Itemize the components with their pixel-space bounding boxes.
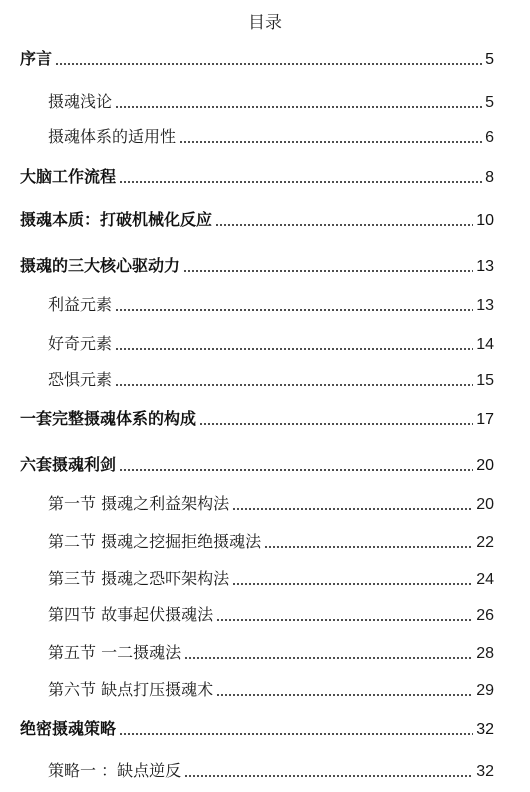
dot-leader xyxy=(216,619,473,621)
dot-leader xyxy=(55,63,482,65)
dot-leader xyxy=(199,423,473,425)
toc-title: 目录 xyxy=(248,13,282,33)
toc-entry-page-number: 6 xyxy=(485,129,494,146)
dot-leader xyxy=(119,181,482,183)
toc-entry-label: 第二节 摄魂之挖掘拒绝摄魂法 xyxy=(48,532,262,551)
dot-leader xyxy=(184,775,473,777)
toc-entry[interactable] xyxy=(48,293,494,317)
toc-entry-page-number: 28 xyxy=(476,645,494,662)
toc-entry-page-number: 20 xyxy=(476,457,494,474)
dot-leader xyxy=(216,694,473,696)
toc-entry-label: 第六节 缺点打压摄魂术 xyxy=(48,680,214,699)
toc-entry-page-number: 26 xyxy=(476,607,494,624)
toc-entry[interactable] xyxy=(20,717,494,741)
toc-entry[interactable] xyxy=(48,759,494,783)
toc-entry-label: 第三节 摄魂之恐吓架构法 xyxy=(48,569,230,588)
dot-leader xyxy=(115,106,482,108)
dot-leader xyxy=(179,141,482,143)
toc-entry-page-number: 29 xyxy=(476,682,494,699)
toc-entry-page-number: 14 xyxy=(476,336,494,353)
toc-entry[interactable] xyxy=(20,453,494,477)
toc-entry-label: 六套摄魂利剑 xyxy=(20,455,117,474)
toc-entry-label: 一套完整摄魂体系的构成 xyxy=(20,409,197,428)
toc-entry[interactable] xyxy=(48,641,494,665)
toc-entry-page-number: 32 xyxy=(476,763,494,780)
toc-entry-page-number: 15 xyxy=(476,372,494,389)
toc-entry-label: 利益元素 xyxy=(48,295,113,314)
toc-entry[interactable] xyxy=(48,90,494,114)
toc-entry[interactable] xyxy=(20,407,494,431)
toc-entry[interactable] xyxy=(20,254,494,278)
dot-leader xyxy=(115,384,473,386)
toc-entry[interactable] xyxy=(48,530,494,554)
dot-leader xyxy=(184,657,473,659)
toc-entry[interactable] xyxy=(48,332,494,356)
toc-entry[interactable] xyxy=(48,125,494,149)
toc-entry[interactable] xyxy=(48,678,494,702)
toc-entry[interactable] xyxy=(48,492,494,516)
toc-entry-label: 好奇元素 xyxy=(48,334,113,353)
toc-entry-page-number: 17 xyxy=(476,411,494,428)
toc-entry-page-number: 5 xyxy=(485,94,494,111)
dot-leader xyxy=(119,733,473,735)
toc-entry-page-number: 13 xyxy=(476,258,494,275)
toc-entry[interactable] xyxy=(48,567,494,591)
toc-entry-page-number: 10 xyxy=(476,212,494,229)
toc-entry-label: 序言 xyxy=(20,49,53,68)
dot-leader xyxy=(115,348,473,350)
toc-entry[interactable] xyxy=(20,47,494,71)
toc-entry-label: 策略一 ：缺点逆反 xyxy=(48,761,182,780)
dot-leader xyxy=(119,469,473,471)
toc-entry[interactable] xyxy=(48,368,494,392)
toc-entry-label: 摄魂体系的适用性 xyxy=(48,127,177,146)
toc-entry-label: 摄魂浅论 xyxy=(48,92,113,111)
dot-leader xyxy=(115,309,473,311)
toc-entry-label: 恐惧元素 xyxy=(48,370,113,389)
toc-entry-page-number: 22 xyxy=(476,534,494,551)
toc-entry-page-number: 32 xyxy=(476,721,494,738)
dot-leader xyxy=(264,546,473,548)
toc-entry-page-number: 24 xyxy=(476,571,494,588)
toc-entry-label: 摄魂本质：打破机械化反应 xyxy=(20,210,213,229)
dot-leader xyxy=(215,224,473,226)
toc-entry-label: 摄魂的三大核心驱动力 xyxy=(20,256,181,275)
toc-entry[interactable] xyxy=(20,165,494,189)
toc-entry-page-number: 5 xyxy=(485,51,494,68)
toc-entry-label: 第五节 一二摄魂法 xyxy=(48,643,182,662)
toc-entry[interactable] xyxy=(48,603,494,627)
toc-entry-label: 第一节 摄魂之利益架构法 xyxy=(48,494,230,513)
toc-entry-label: 绝密摄魂策略 xyxy=(20,719,117,738)
toc-entry-page-number: 20 xyxy=(476,496,494,513)
dot-leader xyxy=(183,270,473,272)
dot-leader xyxy=(232,583,473,585)
dot-leader xyxy=(232,508,473,510)
toc-entry-page-number: 13 xyxy=(476,297,494,314)
toc-entry[interactable] xyxy=(20,208,494,232)
toc-entry-page-number: 8 xyxy=(485,169,494,186)
toc-entry-label: 第四节 故事起伏摄魂法 xyxy=(48,605,214,624)
toc-entry-label: 大脑工作流程 xyxy=(20,167,117,186)
